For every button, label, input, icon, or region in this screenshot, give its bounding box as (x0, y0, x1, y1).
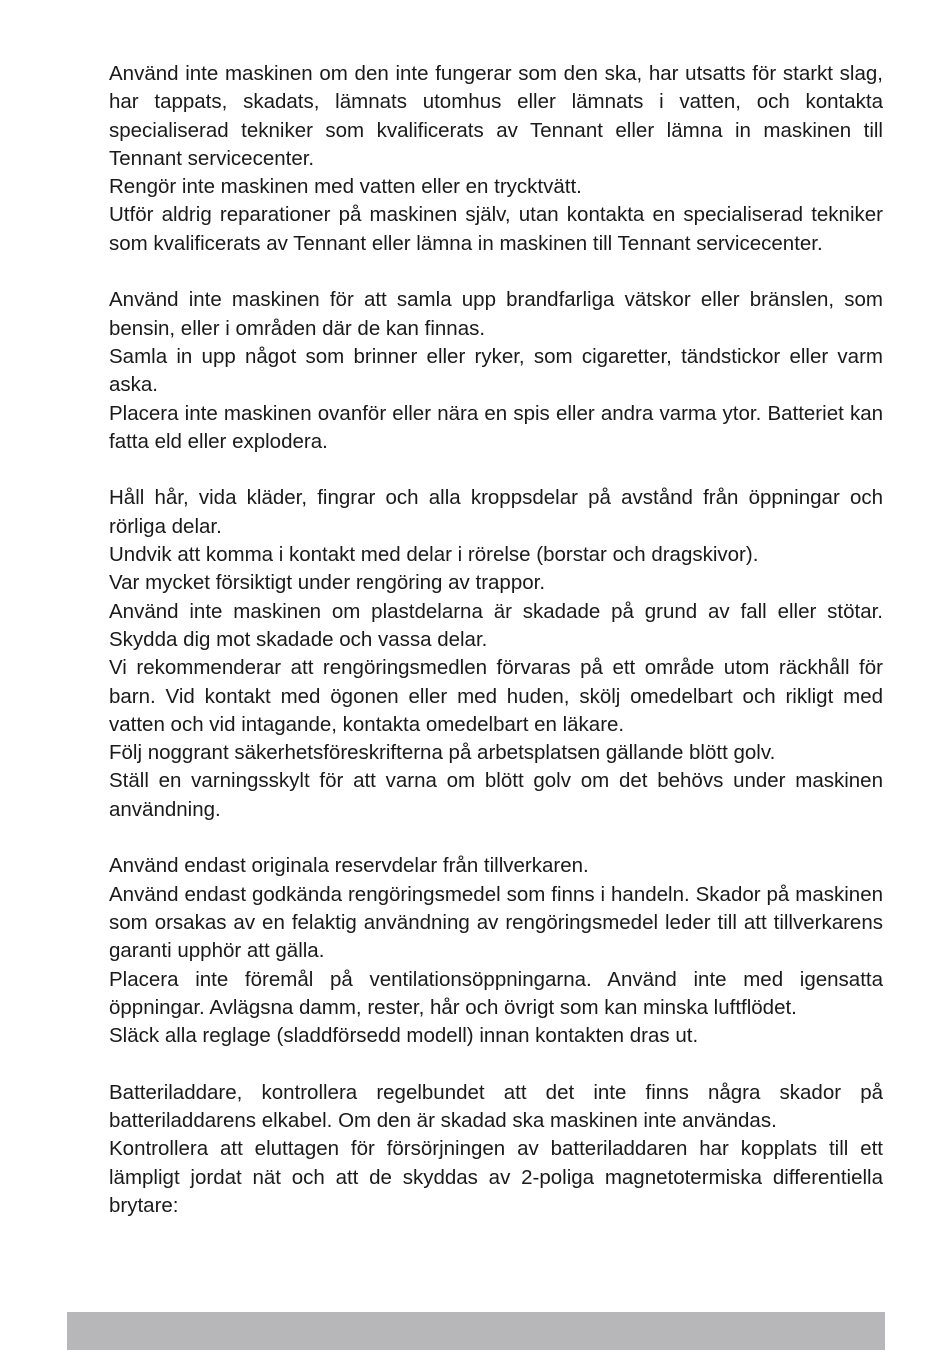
paragraph-approved-detergents: Använd endast godkända rengöringsmedel som finns i handeln. Skador på maskinen som orsakas av en felaktig användning av rengöringsmedel leder till att tillverkarens garanti upphör att gälla. (109, 882, 883, 963)
footer-bar (67, 1312, 885, 1350)
paragraph-detergent-storage: Vi rekommenderar att rengöringsmedlen förvaras på ett område utom räckhåll för barn. Vid kontakt med ögonen eller med huden, skölj omedelbart och rikligt med vatten och vid intagande, kontakta omedelbart en läkare. (109, 656, 883, 736)
paragraph-warning-sign: Ställ en varningsskylt för att varna om blött golv om det behövs under maskinen användning. (109, 769, 883, 821)
paragraph-stairs: Var mycket försiktigt under rengöring av trappor. (109, 571, 546, 595)
section-fire-hazards (109, 286, 883, 456)
paragraph-moving-parts: Undvik att komma i kontakt med delar i rörelse (borstar och dragskivor). (109, 543, 759, 567)
paragraph-keep-body-away: Håll hår, vida kläder, fingrar och alla kroppsdelar på avstånd från öppningar och rörliga delar. (109, 486, 883, 538)
section-battery-charger (109, 1079, 883, 1220)
paragraph-damaged-plastic: Använd inte maskinen om plastdelarna är skadade på grund av fall eller stötar. Skydda dig mot skadade och vassa delar. (109, 599, 883, 651)
paragraph-no-self-repair: Utför aldrig reparationer på maskinen själv, utan kontakta en specialiserad tekniker som kvalificerats av Tennant eller lämna in maskinen till Tennant servicecenter. (109, 203, 883, 255)
paragraph-no-water-cleaning: Rengör inte maskinen med vatten eller en trycktvätt. (109, 175, 582, 199)
document-page (109, 60, 883, 1248)
section-personal-safety (109, 484, 883, 824)
paragraph-burning-items: Samla in upp något som brinner eller ryker, som cigaretter, tändstickor eller varm aska. (109, 344, 883, 397)
paragraph-charger-outlets: Kontrollera att eluttagen för försörjningen av batteriladdaren har kopplats till ett lämpligt jordat nät och att de skyddas av 2-poliga magnetotermiska differentiella brytare: (109, 1137, 883, 1217)
paragraph-ventilation: Placera inte föremål på ventilationsöppningarna. Använd inte med igensatta öppningar. Avlägsna damm, rester, hår och övrigt som kan minska luftflödet. (109, 967, 883, 1019)
paragraph-charger-cable: Batteriladdare, kontrollera regelbundet att det inte finns några skador på batteriladdarens elkabel. Om den är skadad ska maskinen inte användas. (109, 1080, 883, 1132)
paragraph-hot-surfaces: Placera inte maskinen ovanför eller nära en spis eller andra varma ytor. Batteriet kan fatta eld eller explodera. (109, 401, 883, 453)
paragraph-wet-floor-rules: Följ noggrant säkerhetsföreskrifterna på arbetsplatsen gällande blött golv. (109, 741, 776, 765)
section-parts-and-maintenance (109, 852, 883, 1050)
paragraph-damaged-machine: Använd inte maskinen om den inte fungerar som den ska, har utsatts för starkt slag, har tappats, skadats, lämnats utomhus eller lämnats i vatten, och kontakta specialiserad tekniker som kvalificerats av Tennant eller lämna in maskinen till Tennant servicecenter. (109, 62, 883, 170)
section-machine-damage-repair (109, 60, 883, 258)
paragraph-original-parts: Använd endast originala reservdelar från tillverkaren. (109, 854, 589, 878)
paragraph-flammable-liquids: Använd inte maskinen för att samla upp brandfarliga vätskor eller bränslen, som bensin, eller i områden där de kan finnas. (109, 288, 883, 340)
paragraph-switch-off: Släck alla reglage (sladdförsedd modell) innan kontakten dras ut. (109, 1024, 699, 1048)
